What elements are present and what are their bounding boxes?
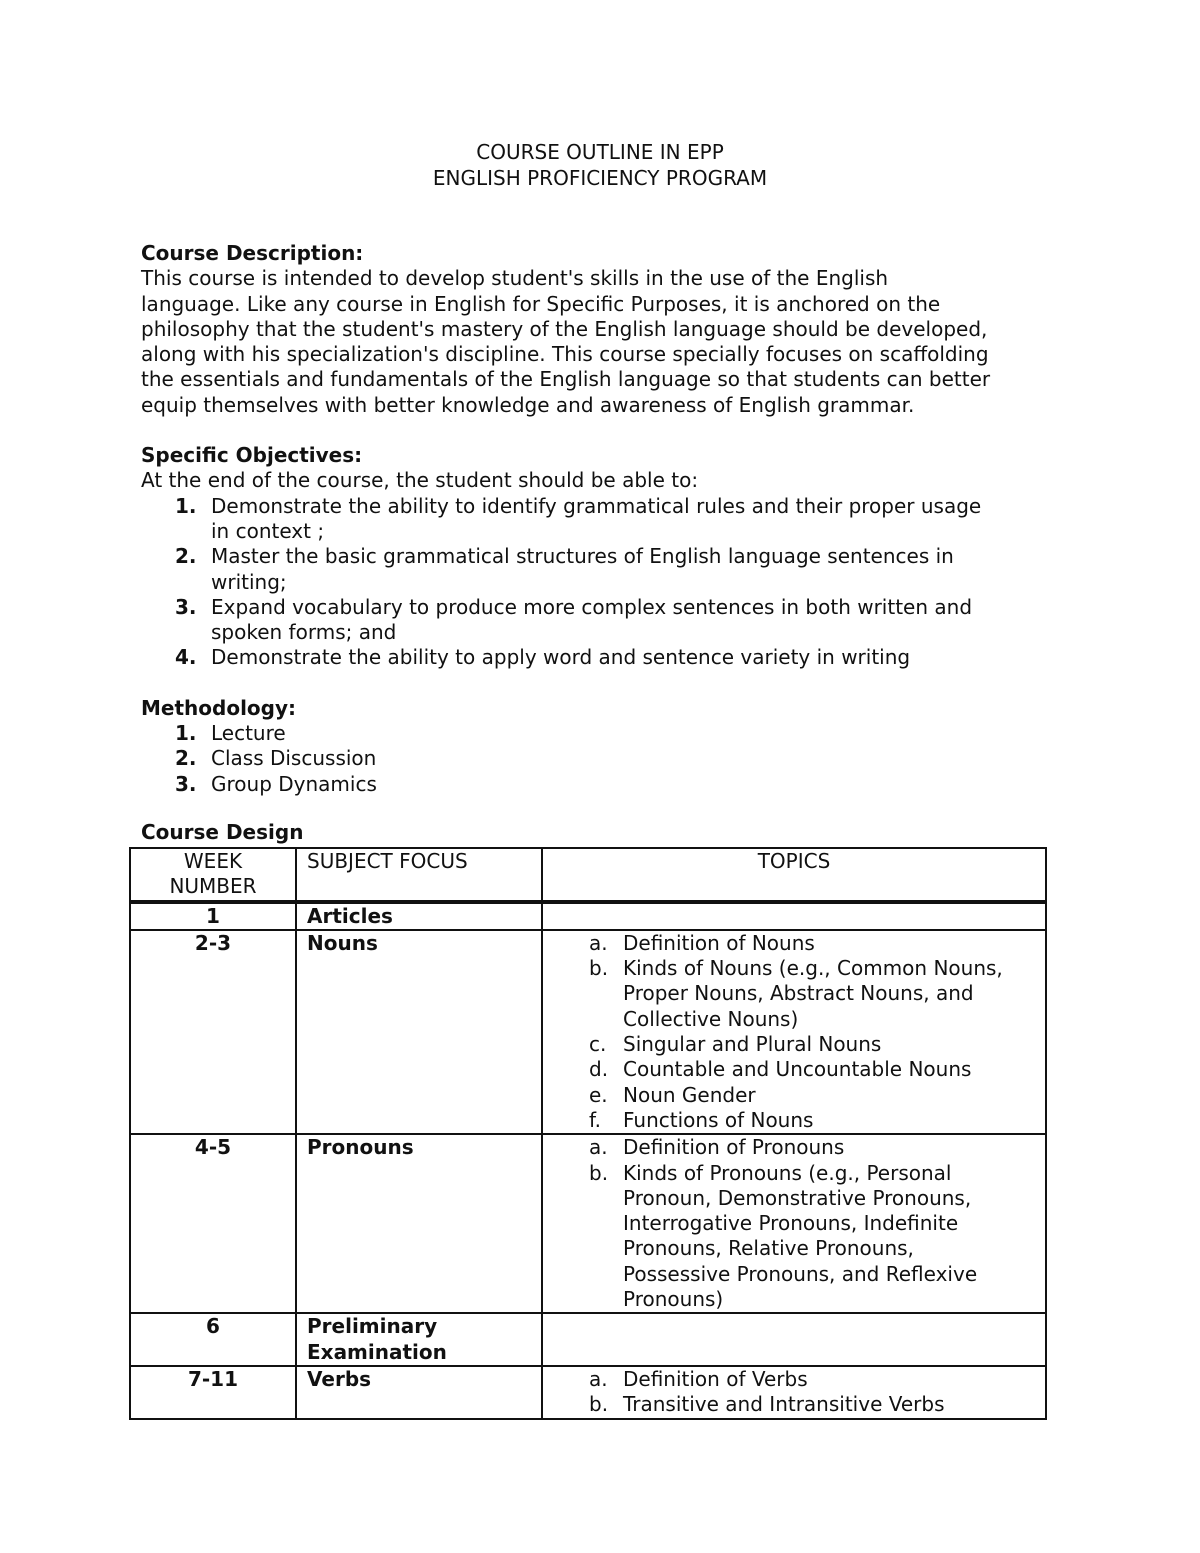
objective-number: 1. (175, 493, 197, 518)
topic-letter: c. (589, 1032, 607, 1057)
topics-list (543, 1135, 1045, 1312)
subject-cell: Articles (296, 902, 542, 930)
topic-item (543, 1161, 1045, 1313)
topic-line: Possessive Pronouns, and Reflexive (623, 1261, 978, 1286)
header-week-line: NUMBER (169, 874, 257, 899)
topic-line: Interrogative Pronouns, Indefinite (623, 1211, 959, 1236)
topic-line: Definition of Verbs (623, 1366, 808, 1391)
topic-letter: a. (589, 1135, 608, 1160)
topic-letter: b. (589, 956, 609, 981)
objective-line: writing; (211, 569, 287, 594)
methodology-item (141, 772, 1061, 797)
header-topics: TOPICS (542, 848, 1046, 902)
table-row (130, 902, 1046, 930)
table-row (130, 930, 1046, 1134)
table-row (130, 1313, 1046, 1366)
topic-line: Definition of Pronouns (623, 1135, 845, 1160)
header-week-line: WEEK (183, 849, 243, 873)
methodology-number: 3. (175, 771, 197, 796)
topic-item (543, 1032, 1045, 1057)
topics-cell (542, 1134, 1046, 1313)
topic-letter: d. (589, 1057, 609, 1082)
topic-line: Pronouns) (623, 1287, 724, 1312)
topic-letter: e. (589, 1082, 608, 1107)
objective-item (141, 544, 1061, 595)
methodology-list (141, 721, 1061, 797)
objective-number: 2. (175, 544, 197, 569)
topics-cell (542, 1313, 1046, 1366)
table-header-row (130, 848, 1046, 902)
subject-line: Preliminary (307, 1314, 438, 1339)
subject-cell: Nouns (296, 930, 542, 1134)
course-description-heading: Course Description: (141, 241, 364, 265)
topic-letter: b. (589, 1160, 609, 1185)
description-line: This course is intended to develop student's skills in the use of the English (141, 266, 889, 291)
methodology-text: Lecture (211, 721, 286, 746)
topic-item (543, 931, 1045, 956)
objectives-list (141, 494, 1061, 671)
topic-letter: b. (589, 1392, 609, 1417)
description-line: the essentials and fundamentals of the English language so that students can better (141, 367, 991, 392)
topic-line: Functions of Nouns (623, 1107, 814, 1132)
topic-line: Noun Gender (623, 1082, 756, 1107)
objective-line: Master the basic grammatical structures of English language sentences in (211, 544, 954, 569)
subject-line: Examination (307, 1339, 447, 1364)
objective-number: 4. (175, 645, 197, 670)
table-row (130, 1134, 1046, 1313)
objective-item (141, 645, 1061, 670)
objective-item (141, 595, 1061, 646)
objective-number: 3. (175, 594, 197, 619)
topic-item (543, 1392, 1045, 1417)
topic-item (543, 1135, 1045, 1160)
topic-line: Collective Nouns) (623, 1006, 799, 1031)
header-subject-focus: SUBJECT FOCUS (296, 848, 542, 902)
methodology-text: Class Discussion (211, 746, 377, 771)
objectives-intro: At the end of the course, the student should be able to: (141, 468, 699, 493)
subject-cell: Verbs (296, 1366, 542, 1419)
table-row (130, 1366, 1046, 1419)
topic-item (543, 1083, 1045, 1108)
methodology-item (141, 721, 1061, 746)
topic-line: Transitive and Intransitive Verbs (623, 1392, 945, 1417)
objectives-heading: Specific Objectives: (141, 443, 363, 468)
week-cell: 7-11 (130, 1366, 296, 1419)
description-line: language. Like any course in English for Specific Purposes, it is anchored on the (141, 291, 941, 316)
topic-line: Definition of Nouns (623, 930, 815, 955)
topic-line: Proper Nouns, Abstract Nouns, and (623, 981, 974, 1006)
topic-line: Pronouns, Relative Pronouns, (623, 1236, 914, 1261)
topics-cell (542, 902, 1046, 930)
header-week-number (130, 848, 296, 902)
topics-cell (542, 930, 1046, 1134)
topic-item (543, 1367, 1045, 1392)
methodology-item (141, 746, 1061, 771)
course-design-table (129, 847, 1047, 1420)
topic-letter: a. (589, 930, 608, 955)
topic-line: Countable and Uncountable Nouns (623, 1057, 972, 1082)
topic-line: Singular and Plural Nouns (623, 1032, 882, 1057)
subject-cell (296, 1313, 542, 1366)
objective-line: spoken forms; and (211, 620, 397, 645)
methodology-number: 1. (175, 721, 197, 746)
week-cell: 4-5 (130, 1134, 296, 1313)
course-design-heading: Course Design (141, 820, 304, 844)
topics-list (543, 931, 1045, 1133)
subject-cell: Pronouns (296, 1134, 542, 1313)
objective-line: in context ; (211, 518, 325, 543)
topic-line: Kinds of Pronouns (e.g., Personal (623, 1160, 952, 1185)
topic-item (543, 1108, 1045, 1133)
topic-item (543, 956, 1045, 1032)
objective-line: Demonstrate the ability to apply word and sentence variety in writing (211, 645, 911, 670)
document-title (141, 140, 1059, 191)
objective-line: Demonstrate the ability to identify grammatical rules and their proper usage (211, 493, 982, 518)
topic-line: Kinds of Nouns (e.g., Common Nouns, (623, 956, 1003, 981)
description-line: equip themselves with better knowledge and awareness of English grammar. (141, 392, 915, 417)
description-line: along with his specialization's discipline. This course specially focuses on scaffolding (141, 342, 989, 367)
week-cell: 2-3 (130, 930, 296, 1134)
description-line: philosophy that the student's mastery of the English language should be developed, (141, 316, 988, 341)
topics-cell (542, 1366, 1046, 1419)
objective-line: Expand vocabulary to produce more complex sentences in both written and (211, 594, 973, 619)
methodology-text: Group Dynamics (211, 771, 377, 796)
methodology-number: 2. (175, 746, 197, 771)
title-line-1: COURSE OUTLINE IN EPP (476, 140, 724, 164)
objective-item (141, 494, 1061, 545)
course-description-text (141, 266, 1059, 418)
week-cell: 1 (130, 902, 296, 930)
topic-item (543, 1057, 1045, 1082)
topics-list (543, 1367, 1045, 1418)
topic-letter: f. (589, 1107, 601, 1132)
methodology-heading: Methodology: (141, 695, 297, 720)
week-cell: 6 (130, 1313, 296, 1366)
topic-letter: a. (589, 1366, 608, 1391)
topic-line: Pronoun, Demonstrative Pronouns, (623, 1185, 972, 1210)
document-page (141, 140, 1061, 797)
title-line-2: ENGLISH PROFICIENCY PROGRAM (432, 165, 768, 190)
